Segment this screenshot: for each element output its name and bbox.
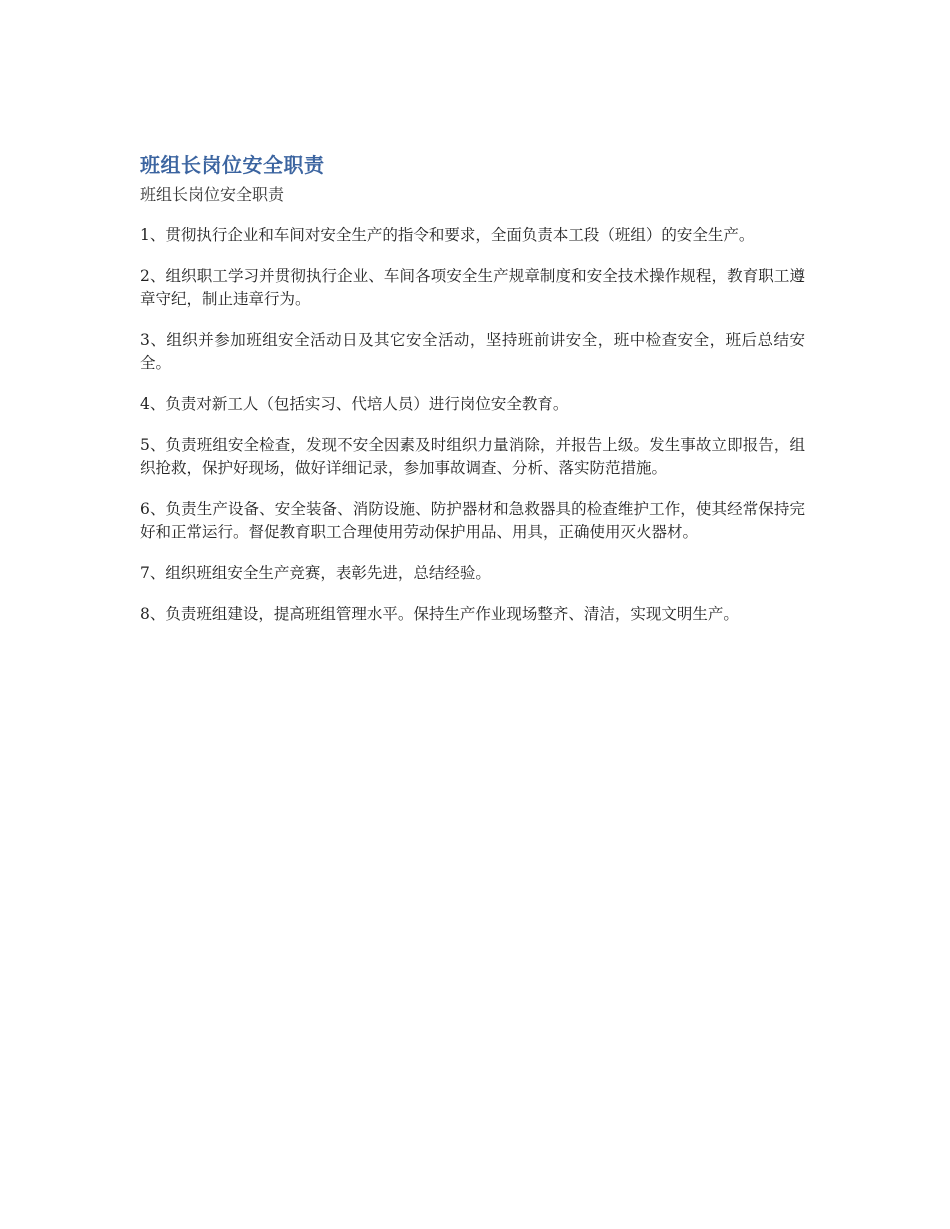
duty-item-4: 4、负责对新工人（包括实习、代培人员）进行岗位安全教育。 xyxy=(140,395,569,413)
document-page xyxy=(140,150,805,626)
document-subtitle: 班组长岗位安全职责 xyxy=(140,185,285,204)
duty-item-1: 1、贯彻执行企业和车间对安全生产的指令和要求，全面负责本工段（班组）的安全生产。 xyxy=(140,226,755,244)
duty-item-7: 7、组织班组安全生产竞赛，表彰先进，总结经验。 xyxy=(140,564,491,582)
duty-item-3: 3、组织并参加班组安全活动日及其它安全活动，坚持班前讲安全，班中检查安全，班后总结安全。 xyxy=(140,331,805,372)
duty-item-2: 2、组织职工学习并贯彻执行企业、车间各项安全生产规章制度和安全技术操作规程，教育职工遵章守纪，制止违章行为。 xyxy=(140,267,805,308)
duty-item-5: 5、负责班组安全检查，发现不安全因素及时组织力量消除，并报告上级。发生事故立即报告，组织抢救，保护好现场，做好详细记录，参加事故调查、分析、落实防范措施。 xyxy=(140,436,805,477)
duty-item-8: 8、负责班组建设，提高班组管理水平。保持生产作业现场整齐、清洁，实现文明生产。 xyxy=(140,605,739,623)
document-title: 班组长岗位安全职责 xyxy=(140,153,325,177)
duty-item-6: 6、负责生产设备、安全装备、消防设施、防护器材和急救器具的检查维护工作，使其经常保持完好和正常运行。督促教育职工合理使用劳动保护用品、用具，正确使用灭火器材。 xyxy=(140,500,805,541)
